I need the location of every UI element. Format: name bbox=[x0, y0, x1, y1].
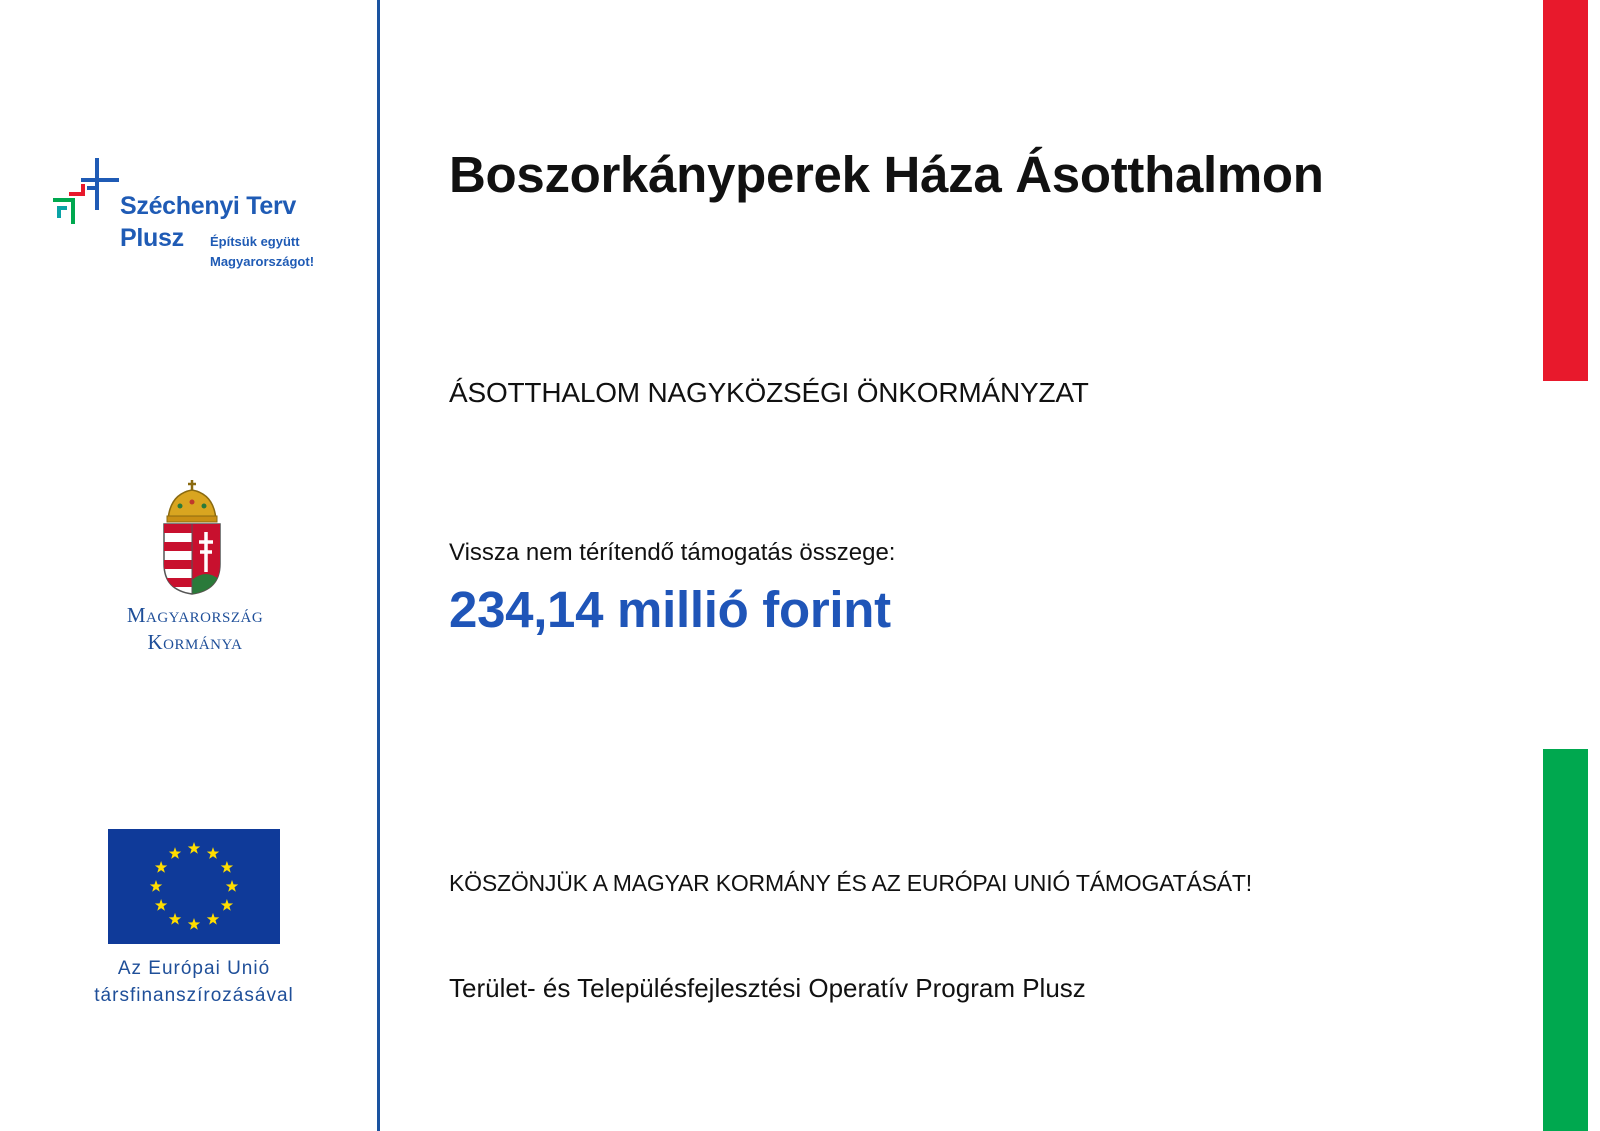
eu-caption bbox=[60, 955, 328, 1009]
szechenyi-slogan bbox=[210, 232, 314, 272]
program-name: Terület- és Településfejlesztési Operatív Program Plusz bbox=[449, 973, 1086, 1003]
project-title: Boszorkányperek Háza Ásotthalmon bbox=[449, 146, 1324, 203]
szechenyi-slogan-line2: Magyarországot! bbox=[210, 254, 315, 269]
eu-caption-line2: társfinanszírozásával bbox=[94, 985, 294, 1006]
flag-stripe-red bbox=[1543, 0, 1588, 381]
coat-of-arms-icon bbox=[162, 480, 222, 596]
szechenyi-slogan-line1: Építsük együtt bbox=[210, 234, 300, 249]
government-name-line2: Kormánya bbox=[147, 630, 243, 654]
grant-label: Vissza nem térítendő támogatás összege: bbox=[449, 539, 896, 566]
thanks-text: KÖSZÖNJÜK A MAGYAR KORMÁNY ÉS AZ EURÓPAI UNIÓ TÁMOGATÁSÁT! bbox=[449, 870, 1252, 896]
szechenyi-plus: Plusz bbox=[120, 224, 184, 252]
szechenyi-cross-icon bbox=[53, 158, 123, 228]
vertical-divider bbox=[377, 0, 380, 1131]
szechenyi-terv-logo bbox=[53, 158, 353, 278]
hungarian-government-logo bbox=[90, 480, 300, 660]
government-name bbox=[90, 602, 300, 656]
szechenyi-title: Széchenyi Terv bbox=[120, 192, 296, 220]
eu-flag-icon bbox=[108, 829, 280, 944]
flag-stripe-green bbox=[1543, 749, 1588, 1131]
grant-amount: 234,14 millió forint bbox=[449, 581, 891, 638]
eu-caption-line1: Az Európai Unió bbox=[117, 958, 271, 979]
beneficiary-name: ÁSOTTHALOM NAGYKÖZSÉGI ÖNKORMÁNYZAT bbox=[449, 377, 1089, 408]
government-name-line1: Magyarország bbox=[126, 603, 264, 627]
